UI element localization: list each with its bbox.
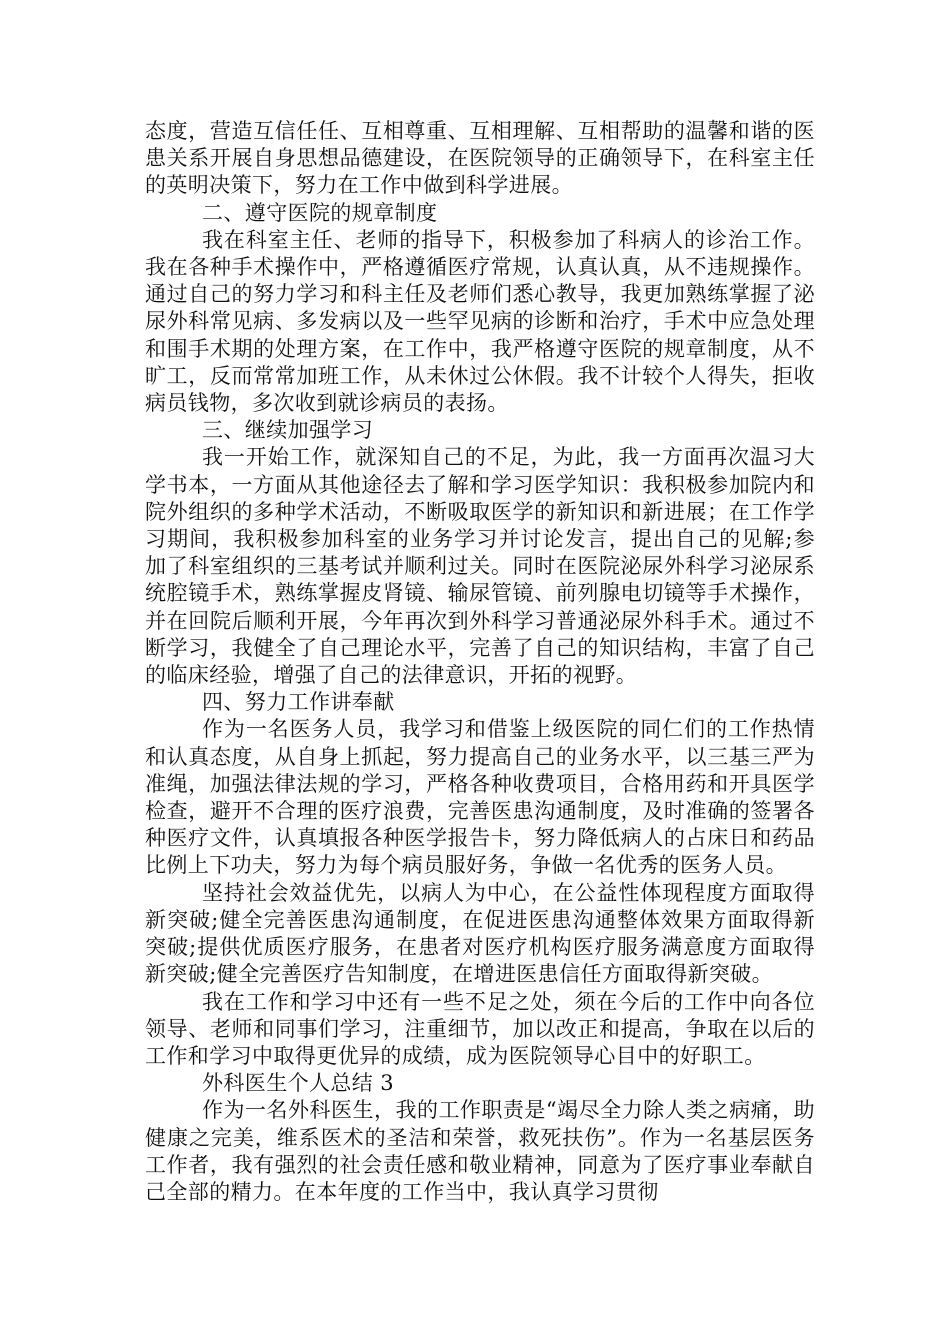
section-heading-3: 三、继续加强学习 <box>202 418 374 443</box>
paragraph-dedication: 作为一名医务人员，我学习和借鉴上级医院的同仁们的工作热情和认真态度，从自身上抓起，努力提高自己的业务水平，以三基三严为准绳，加强法律法规的学习，严格各种收费项目，合格用药和开具医学检查，避开不合理的医疗浪费，完善医患沟通制度，及时准确的签署各种医疗文件，认真填报各种医学报告卡，努力降低病人的占床日和药品比例上下功夫，努力为每个病员服好务，争做一名优秀的医务人员。 <box>145 717 815 878</box>
section-heading-2: 二、遵守医院的规章制度 <box>202 200 438 225</box>
paragraph-intro: 态度，营造互信任任、互相尊重、互相理解、互相帮助的温馨和谐的医患关系开展自身思想品德建设，在医院领导的正确领导下，在科室主任的英明决策下，努力在工作中做到科学进展。 <box>145 119 815 198</box>
paragraph-shortcomings: 我在工作和学习中还有一些不足之处，须在今后的工作中向各位领导、老师和同事们学习，注重细节，加以改正和提高，争取在以后的工作和学习中取得更优异的成绩，成为医院领导心目中的好职工。 <box>145 989 815 1068</box>
document-body <box>145 118 815 1206</box>
paragraph-rules: 我在科室主任、老师的指导下，积极参加了科病人的诊治工作。我在各种手术操作中，严格遵循医疗常规，认真认真，从不违规操作。通过自己的努力学习和科主任及老师们悉心教导，我更加熟练掌握了泌尿外科常见病、多发病以及一些罕见病的诊断和治疗，手术中应急处理和围手术期的处理方案，在工作中，我严格遵守医院的规章制度，从不旷工，反而常常加班工作，从未休过公休假。我不计较个人得失，拒收病员钱物，多次收到就诊病员的表扬。 <box>145 227 815 416</box>
paragraph-study: 我一开始工作，就深知自己的不足，为此，我一方面再次温习大学书本，一方面从其他途径去了解和学习医学知识：我积极参加院内和院外组织的多种学术活动，不断吸取医学的新知识和新进展；在工作学习期间，我积极参加科室的业务学习并讨论发言，提出自己的见解;参加了科室组织的三基考试并顺利过关。同时在医院泌尿外科学习泌尿系统腔镜手术，熟练掌握皮肾镜、输尿管镜、前列腺电切镜等手术操作，并在回院后顺利开展，今年再次到外科学习普通泌尿外科手术。通过不断学习，我健全了自己理论水平，完善了自己的知识结构，丰富了自己的临床经验，增强了自己的法律意识，开拓的视野。 <box>145 445 815 688</box>
paragraph-summary-3: 作为一名外科医生，我的工作职责是“竭尽全力除人类之病痛，助健康之完美，维系医术的圣洁和荣誉，救死扶伤”。作为一名基层医务工作者，我有强烈的社会责任感和敬业精神，同意为了医疗事业奉献自己全部的精力。在本年度的工作当中，我认真学习贯彻 <box>145 1098 815 1204</box>
section-heading-summary-3: 外科医生个人总结 3 <box>202 1071 395 1096</box>
section-heading-4: 四、努力工作讲奉献 <box>202 690 395 715</box>
paragraph-social-benefit: 坚持社会效益优先，以病人为中心，在公益性体现程度方面取得新突破;健全完善医患沟通制度，在促进医患沟通整体效果方面取得新突破;提供优质医疗服务，在患者对医疗机构医疗服务满意度方面取得新突破;健全完善医疗告知制度，在增进医患信任方面取得新突破。 <box>145 880 815 987</box>
